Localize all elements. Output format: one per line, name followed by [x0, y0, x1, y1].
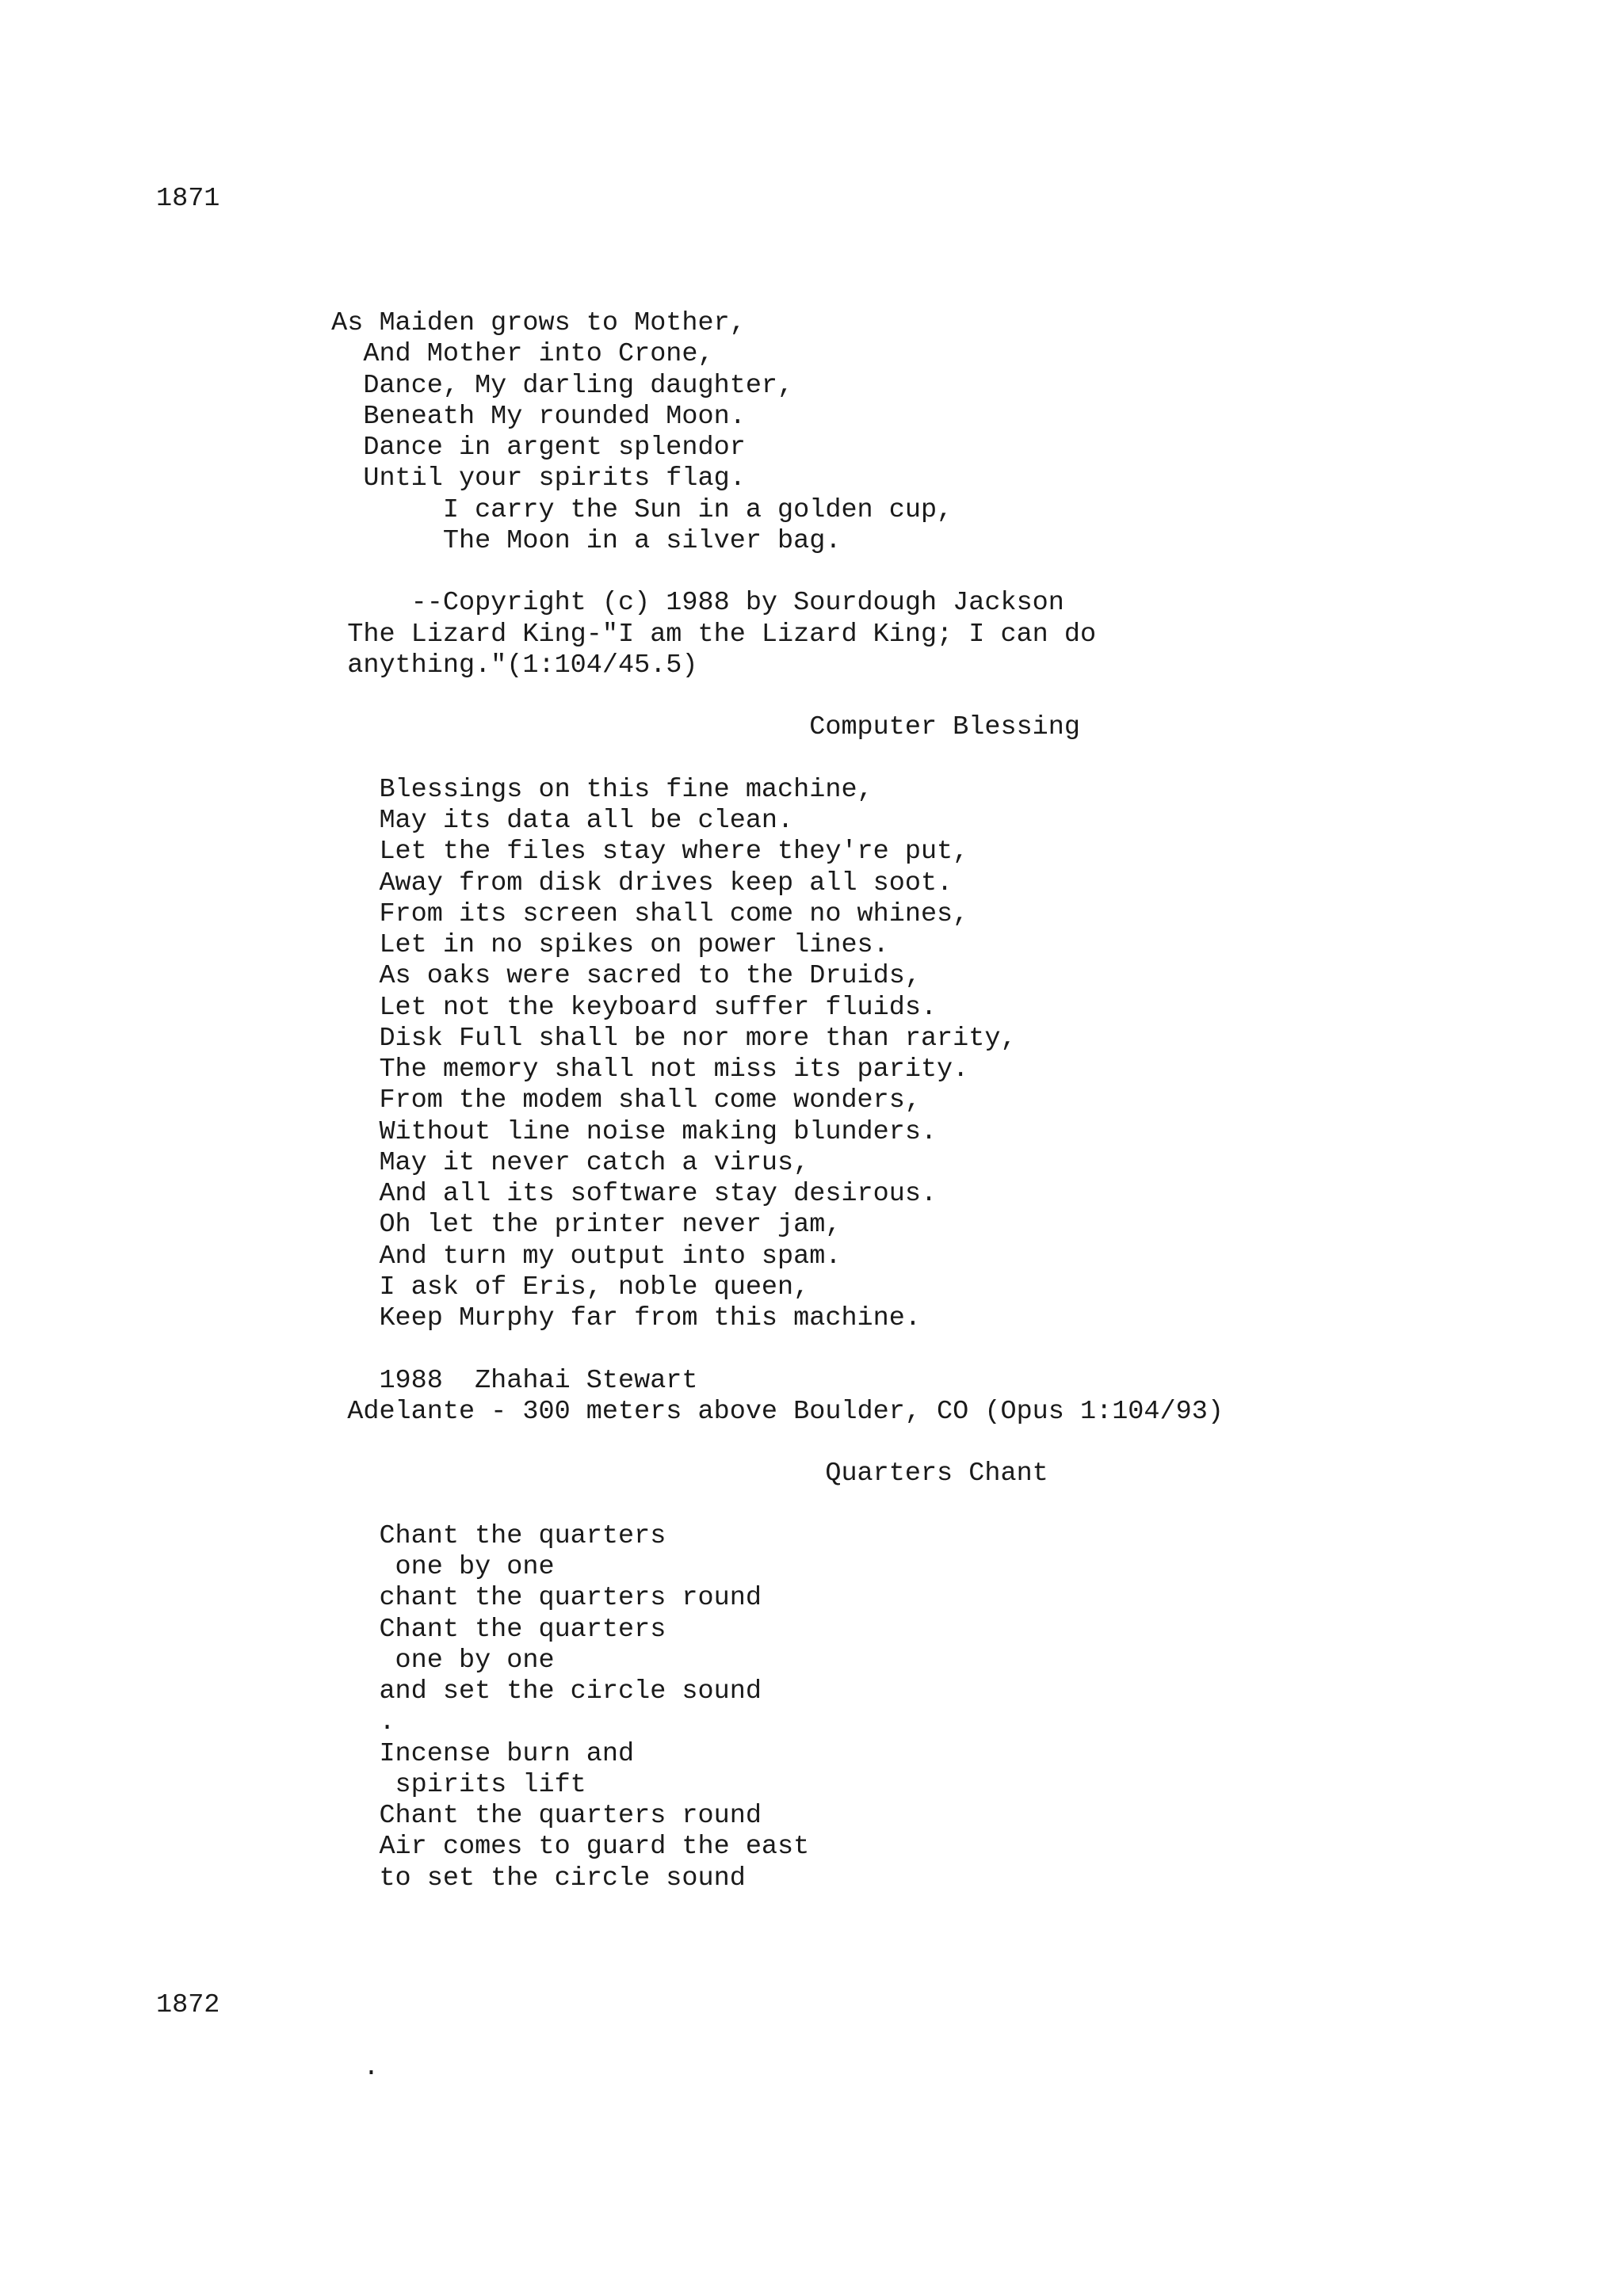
text-line: From its screen shall come no whines,	[156, 898, 969, 929]
text-line: Quarters Chant	[156, 1459, 1048, 1489]
text-line: Dance, My darling daughter,	[156, 370, 794, 401]
text-line: And all its software stay desirous.	[156, 1179, 938, 1209]
continuation-line: .	[156, 2052, 380, 2083]
text-line: Let in no spikes on power lines.	[156, 930, 889, 960]
text-line: Let the files stay where they're put,	[156, 837, 969, 868]
text-line: And Mother into Crone,	[156, 339, 714, 370]
text-line: May it never catch a virus,	[156, 1147, 810, 1178]
text-line: I carry the Sun in a golden cup,	[156, 494, 953, 525]
text-line: The memory shall not miss its parity.	[156, 1055, 969, 1085]
text-line: .	[156, 1707, 395, 1738]
text-line: Oh let the printer never jam,	[156, 1210, 842, 1241]
text-line: anything."(1:104/45.5)	[156, 650, 698, 681]
text-line: Without line noise making blunders.	[156, 1116, 938, 1147]
text-line: Air comes to guard the east	[156, 1832, 810, 1863]
text-line: 1988 Zhahai Stewart	[156, 1365, 698, 1396]
text-line: Away from disk drives keep all soot.	[156, 868, 953, 898]
text-line: May its data all be clean.	[156, 806, 794, 836]
text-line: --Copyright (c) 1988 by Sourdough Jackson	[156, 588, 1064, 619]
text-line: Blessings on this fine machine,	[156, 774, 873, 805]
text-line: one by one	[156, 1645, 555, 1676]
text-line: The Lizard King-"I am the Lizard King; I can do	[156, 619, 1097, 650]
text-line: Computer Blessing	[156, 712, 1080, 743]
text-line: Incense burn and	[156, 1738, 635, 1769]
page-text-body	[156, 184, 1224, 1956]
text-line: Keep Murphy far from this machine.	[156, 1303, 921, 1333]
text-line: Chant the quarters	[156, 1520, 666, 1551]
text-line: spirits lift	[156, 1769, 586, 1800]
text-line: Chant the quarters	[156, 1614, 666, 1645]
text-line: 1871	[156, 184, 220, 214]
text-line: Until your spirits flag.	[156, 463, 746, 494]
continuation-line: 1872	[156, 1990, 220, 2020]
text-line: And turn my output into spam.	[156, 1241, 842, 1272]
text-line: From the modem shall come wonders,	[156, 1085, 921, 1116]
text-line: As Maiden grows to Mother,	[156, 308, 746, 338]
text-line: Disk Full shall be nor more than rarity,	[156, 1023, 1017, 1054]
text-line: Adelante - 300 meters above Boulder, CO (Opus 1:104/93)	[156, 1396, 1224, 1427]
page-text-continuation	[156, 1990, 379, 2084]
text-line: Let not the keyboard suffer fluids.	[156, 992, 938, 1023]
text-line: I ask of Eris, noble queen,	[156, 1272, 810, 1302]
text-line: Beneath My rounded Moon.	[156, 401, 746, 432]
text-line: and set the circle sound	[156, 1676, 762, 1707]
text-line: The Moon in a silver bag.	[156, 525, 842, 556]
text-line: one by one	[156, 1552, 555, 1582]
text-line: to set the circle sound	[156, 1863, 746, 1894]
text-line: As oaks were sacred to the Druids,	[156, 961, 921, 992]
text-line: chant the quarters round	[156, 1583, 762, 1614]
text-line: Dance in argent splendor	[156, 433, 746, 463]
text-line: Chant the quarters round	[156, 1801, 762, 1831]
